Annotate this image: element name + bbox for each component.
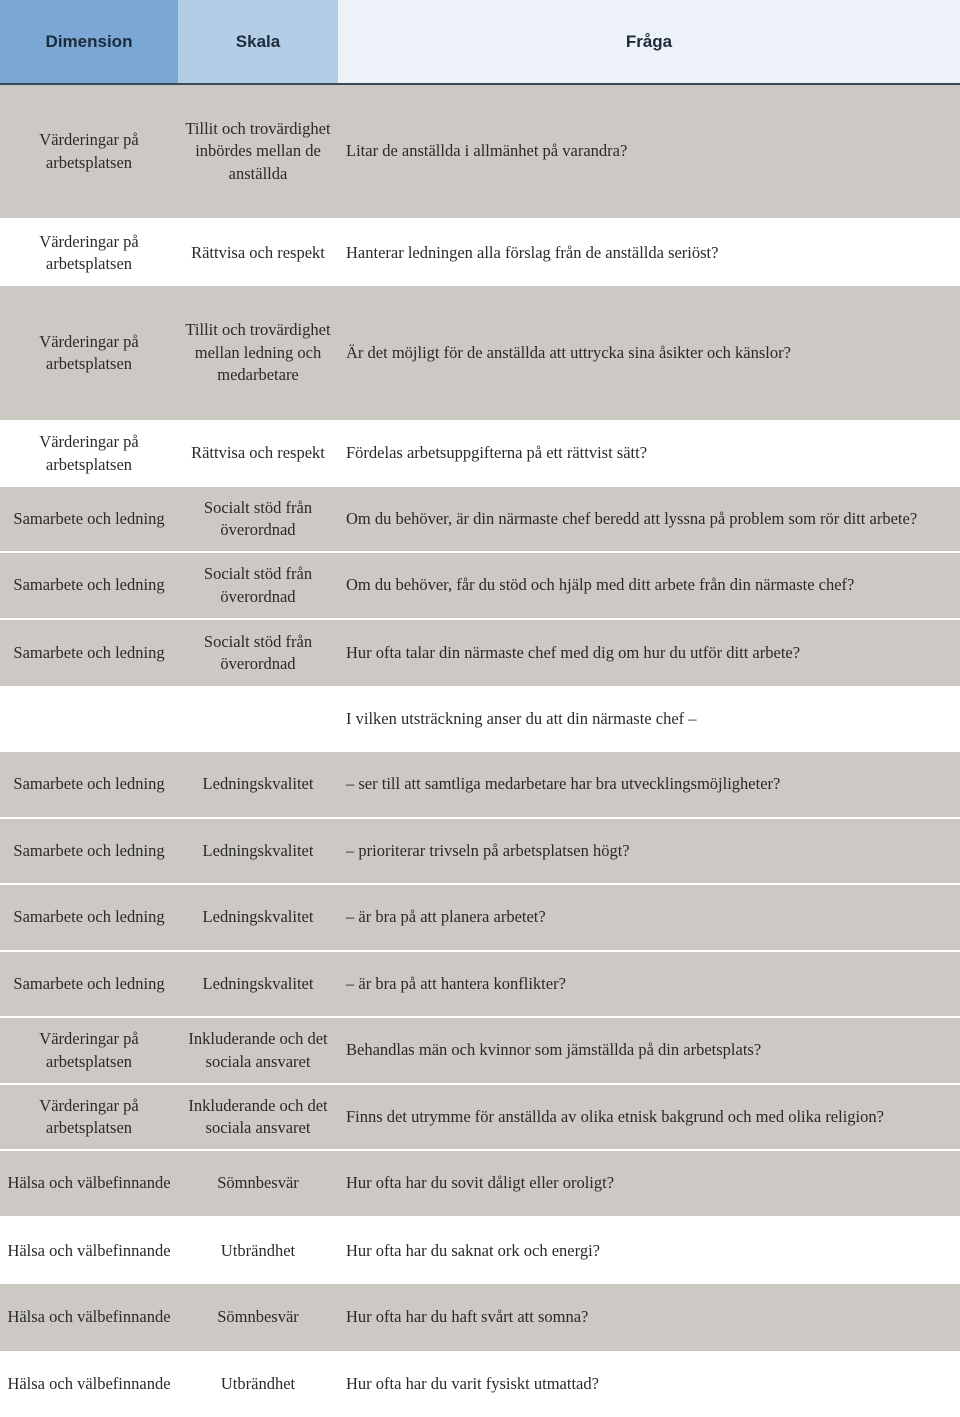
cell-skala: Utbrändhet [220,1240,296,1260]
table-row [0,620,960,686]
cell-fraga: Hur ofta har du sovit dåligt eller oroligt? [346,1173,615,1193]
cell-fraga: – är bra på att hantera konflikter? [346,973,566,993]
header-fraga: Fråga [338,0,960,83]
cell-skala: Inkluderande och det sociala ansvaret [188,1029,328,1071]
table-row [0,1151,960,1218]
cell-skala: Utbrändhet [220,1373,296,1393]
cell-dimension: Värderingar på arbetsplatsen [39,130,139,172]
cell-fraga: – prioriterar trivseln på arbetsplatsen högt? [346,840,630,860]
table-row [0,1218,960,1284]
table-row [0,487,960,553]
cell-dimension: Värderingar på arbetsplatsen [39,231,139,273]
cell-skala: Socialt stöd från överordnad [203,564,313,606]
cell-skala: Ledningskvalitet [202,973,314,993]
table-row [0,1284,960,1351]
table-row [0,85,960,220]
cell-skala: Socialt stöd från överordnad [203,631,313,673]
cell-dimension: Värderingar på arbetsplatsen [39,331,139,373]
cell-skala: Ledningskvalitet [202,907,314,927]
cell-dimension: Värderingar på arbetsplatsen [39,1095,139,1137]
cell-fraga: Behandlas män och kvinnor som jämställda på din arbetsplats? [346,1040,762,1060]
cell-fraga: Hanterar ledningen alla förslag från de anställda seriöst? [346,242,719,262]
cell-dimension: Hälsa och välbefinnande [7,1240,171,1260]
cell-dimension: Samarbete och ledning [13,840,165,860]
header-dimension: Dimension [0,0,178,83]
cell-fraga: Hur ofta har du saknat ork och energi? [346,1240,600,1260]
cell-fraga: Finns det utrymme för anställda av olika etnisk bakgrund och med olika religion? [346,1106,884,1126]
cell-skala: Socialt stöd från överordnad [203,497,313,539]
table-row [0,952,960,1018]
cell-fraga: Hur ofta har du varit fysiskt utmattad? [346,1373,599,1393]
cell-dimension: Hälsa och välbefinnande [7,1373,171,1393]
table-row [0,220,960,286]
cell-fraga: Hur ofta talar din närmaste chef med dig om hur du utför ditt arbete? [346,642,801,662]
intro-text: I vilken utsträckning anser du att din närmaste chef – [346,709,697,728]
cell-dimension: Samarbete och ledning [13,774,165,794]
table-row [0,553,960,620]
cell-dimension: Samarbete och ledning [13,508,165,528]
cell-skala: Sömnbesvär [217,1173,299,1193]
cell-fraga: Fördelas arbetsuppgifterna på ett rättvist sätt? [346,443,648,463]
table-row [0,1018,960,1085]
cell-fraga: Litar de anställda i allmänhet på varandra? [346,141,628,161]
cell-fraga: Är det möjligt för de anställda att uttrycka sina åsikter och känslor? [346,342,791,362]
header-skala: Skala [178,0,338,83]
cell-skala: Sömnbesvär [217,1307,299,1327]
cell-skala: Ledningskvalitet [202,840,314,860]
cell-dimension: Samarbete och ledning [13,973,165,993]
cell-dimension: Värderingar på arbetsplatsen [39,432,139,474]
cell-fraga: – ser till att samtliga medarbetare har bra utvecklingsmöjligheter? [346,774,781,794]
cell-dimension: Värderingar på arbetsplatsen [39,1029,139,1071]
cell-fraga: Om du behöver, får du stöd och hjälp med ditt arbete från din närmaste chef? [346,575,855,595]
table-row [0,752,960,819]
intro-row [0,686,960,752]
cell-skala: Tillit och trovärdighet inbördes mellan de anställda [185,118,331,183]
cell-skala: Inkluderande och det sociala ansvaret [188,1095,328,1137]
table-row [0,1085,960,1151]
cell-dimension: Samarbete och ledning [13,575,165,595]
table-header [0,0,960,85]
table-row [0,1351,960,1417]
cell-skala: Tillit och trovärdighet mellan ledning och medarbetare [185,320,331,385]
cell-fraga: – är bra på att planera arbetet? [346,907,546,927]
cell-dimension: Samarbete och ledning [13,642,165,662]
cell-dimension: Hälsa och välbefinnande [7,1307,171,1327]
cell-skala: Rättvisa och respekt [191,443,325,463]
cell-skala: Rättvisa och respekt [191,242,325,262]
table-row [0,286,960,420]
cell-fraga: Hur ofta har du haft svårt att somna? [346,1307,589,1327]
cell-skala: Ledningskvalitet [202,774,314,794]
table-row [0,819,960,885]
cell-dimension: Hälsa och välbefinnande [7,1173,171,1193]
table-row [0,885,960,952]
cell-fraga: Om du behöver, är din närmaste chef beredd att lyssna på problem som rör ditt arbete? [346,508,918,528]
table-row [0,420,960,487]
cell-dimension: Samarbete och ledning [13,907,165,927]
